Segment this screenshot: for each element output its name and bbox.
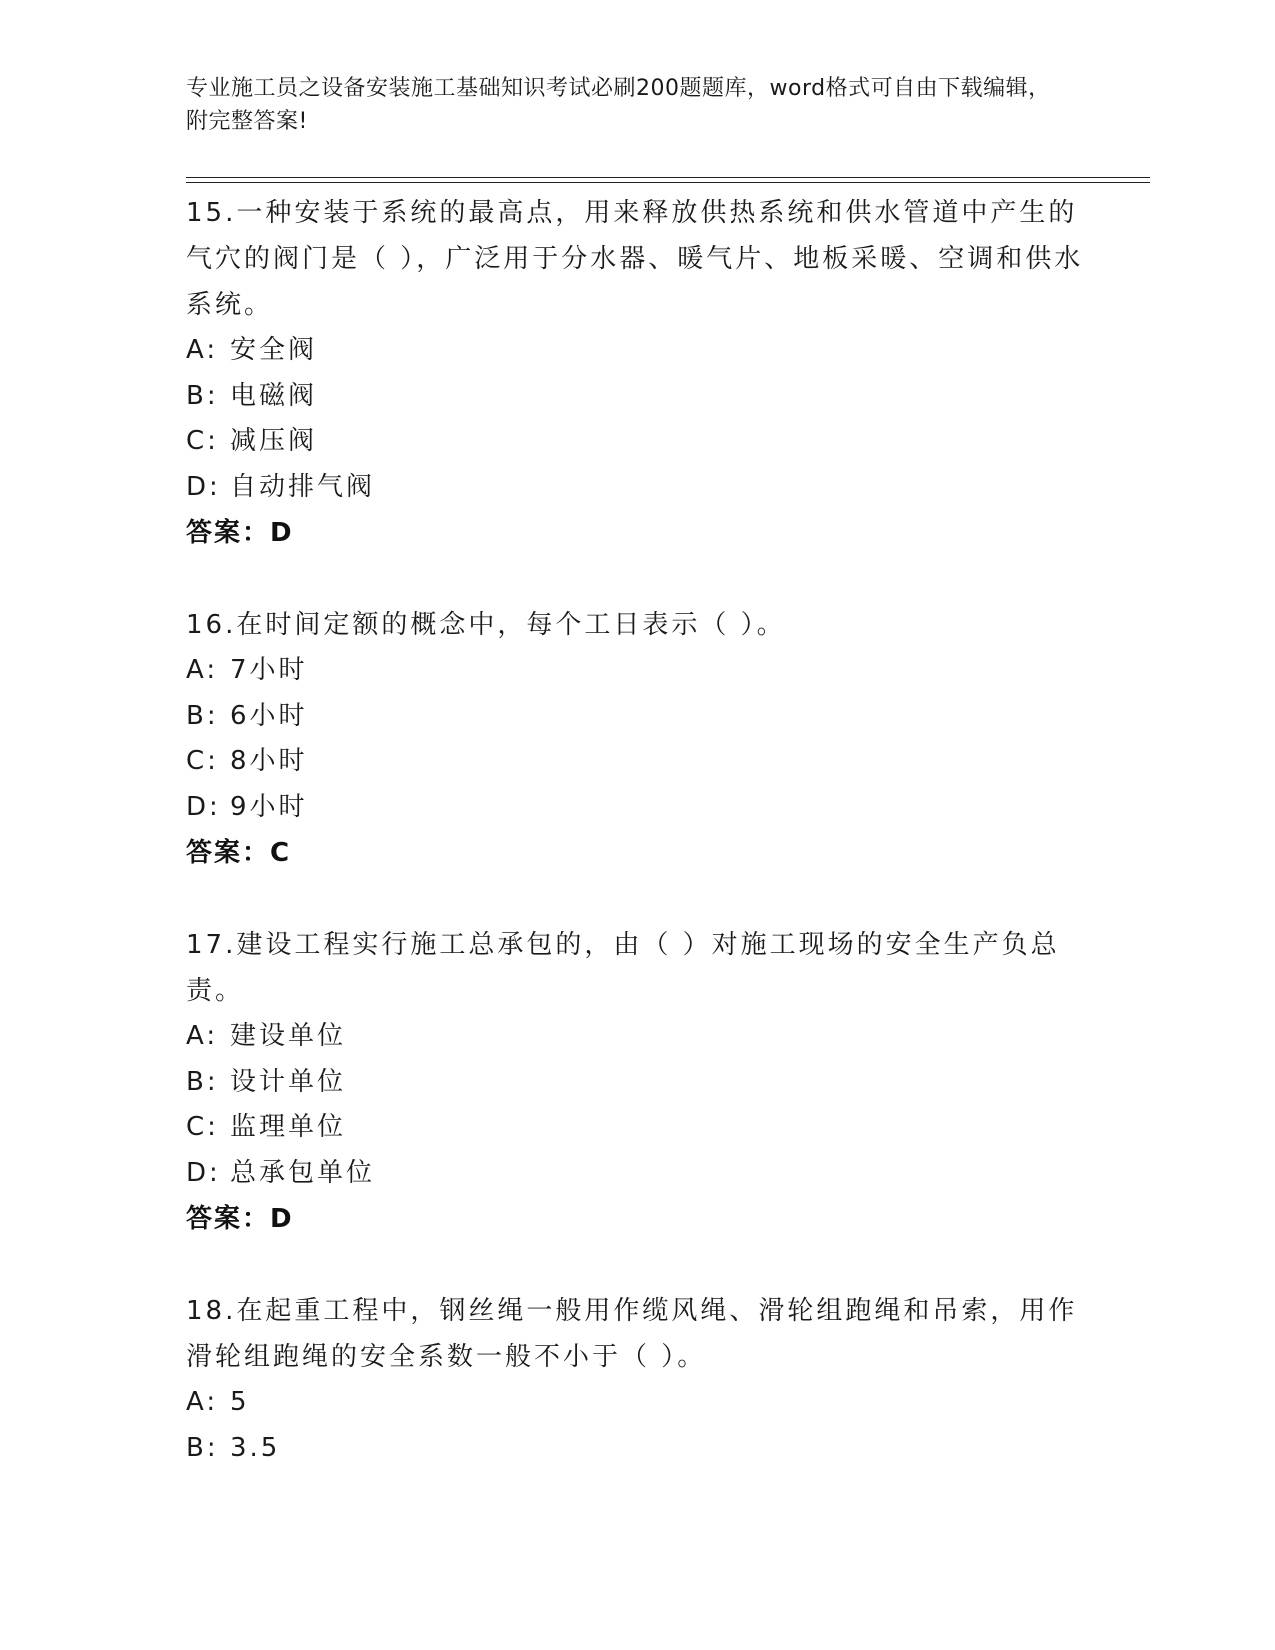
header-rule-top xyxy=(186,177,1150,178)
option-b xyxy=(186,1060,1086,1106)
option-c xyxy=(186,419,1086,465)
option-key: C: xyxy=(186,746,219,776)
option-key: C: xyxy=(186,426,219,456)
header-rule-bottom xyxy=(186,182,1150,183)
option-text: 建设单位 xyxy=(230,1021,347,1051)
option-text: 设计单位 xyxy=(230,1066,347,1097)
option-key: B: xyxy=(186,380,219,411)
option-key: A: xyxy=(186,655,219,685)
option-key: C: xyxy=(186,1112,219,1142)
option-d xyxy=(186,785,1086,831)
answer-line: 答案：D xyxy=(186,1204,294,1234)
option-text: 9小时 xyxy=(230,791,308,822)
option-key: A: xyxy=(186,1387,219,1417)
question-17 xyxy=(186,922,1086,1242)
option-a xyxy=(186,648,1086,694)
question-16 xyxy=(186,602,1086,876)
option-text: 6小时 xyxy=(230,700,308,731)
option-d xyxy=(186,465,1086,511)
option-key: B: xyxy=(186,700,219,731)
answer-line: 答案：C xyxy=(186,838,292,868)
option-key: D: xyxy=(186,791,221,822)
option-a xyxy=(186,328,1086,374)
question-15 xyxy=(186,190,1086,556)
question-text: 18.在起重工程中，钢丝绳一般用作缆风绳、滑轮组跑绳和吊索，用作滑轮组跑绳的安全系数一般不小于（ ）。 xyxy=(186,1296,1078,1372)
question-text: 15.一种安装于系统的最高点，用来释放供热系统和供水管道中产生的气穴的阀门是（ ），广泛用于分水器、暖气片、地板采暖、空调和供水系统。 xyxy=(186,198,1084,320)
question-text: 17.建设工程实行施工总承包的，由（ ）对施工现场的安全生产负总责。 xyxy=(186,930,1060,1006)
option-text: 8小时 xyxy=(230,746,308,776)
answer-line: 答案：D xyxy=(186,518,294,548)
option-key: A: xyxy=(186,1021,219,1051)
option-c xyxy=(186,1105,1086,1151)
question-18 xyxy=(186,1288,1086,1471)
option-key: B: xyxy=(186,1066,219,1097)
option-text: 总承包单位 xyxy=(230,1157,376,1188)
option-text: 自动排气阀 xyxy=(230,471,376,502)
option-key: D: xyxy=(186,1157,221,1188)
option-key: A: xyxy=(186,335,219,365)
option-text: 安全阀 xyxy=(230,335,318,365)
option-text: 7小时 xyxy=(230,655,308,685)
document-header: 专业施工员之设备安装施工基础知识考试必刷200题题库，word格式可自由下载编辑，附完整答案! xyxy=(186,76,1051,134)
option-text: 减压阀 xyxy=(230,426,318,456)
option-a xyxy=(186,1380,1086,1426)
option-d xyxy=(186,1151,1086,1197)
option-key: B: xyxy=(186,1432,219,1463)
question-text: 16.在时间定额的概念中，每个工日表示（ ）。 xyxy=(186,610,786,640)
option-text: 监理单位 xyxy=(230,1112,347,1142)
option-b xyxy=(186,374,1086,420)
option-b xyxy=(186,694,1086,740)
option-text: 5 xyxy=(230,1387,250,1417)
option-text: 电磁阀 xyxy=(230,380,318,411)
question-list xyxy=(186,190,1086,1517)
option-b xyxy=(186,1426,1086,1472)
option-c xyxy=(186,739,1086,785)
option-text: 3.5 xyxy=(230,1432,281,1463)
option-key: D: xyxy=(186,471,221,502)
option-a xyxy=(186,1014,1086,1060)
